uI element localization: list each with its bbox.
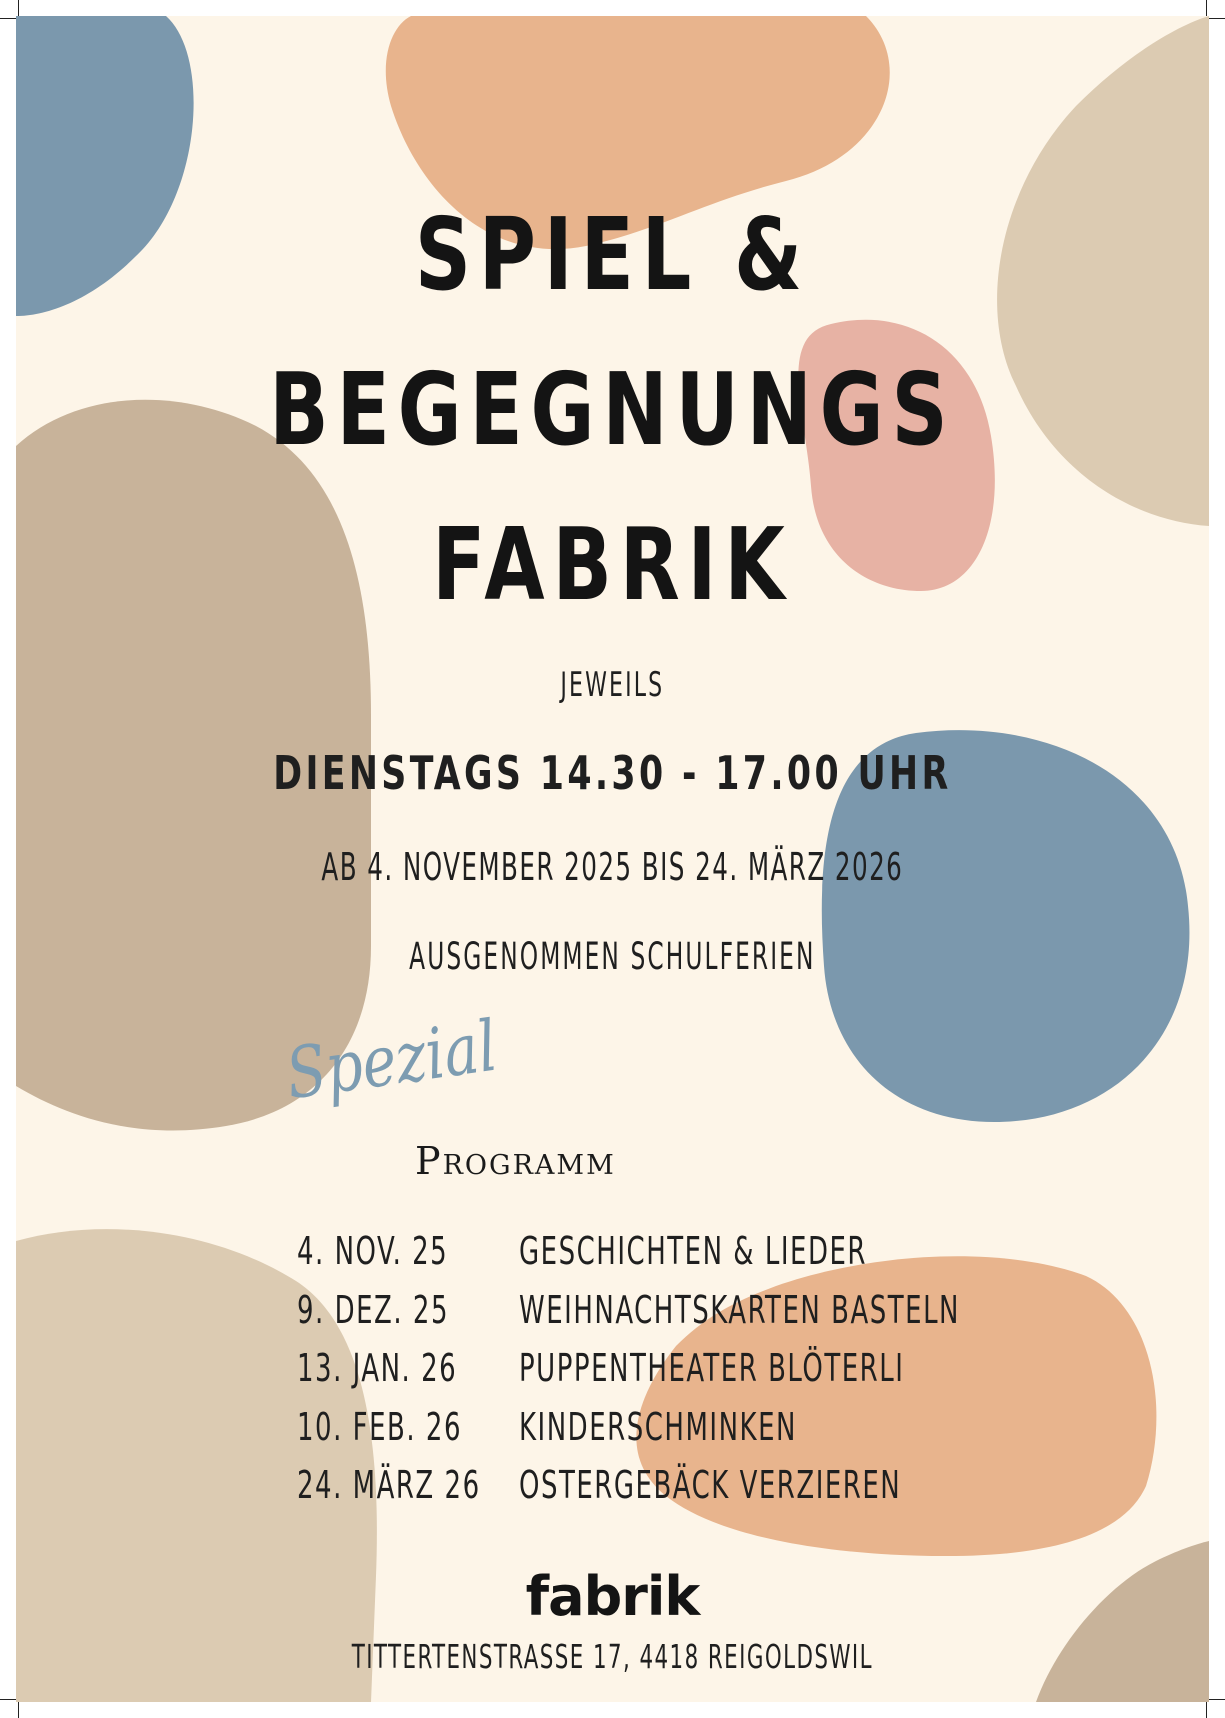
programm-heading: Programm	[415, 1139, 616, 1183]
exception-note: AUSGENOMMEN SCHULFERIEN	[409, 935, 816, 978]
title-line-2: BEGEGNUNGS	[269, 351, 956, 468]
program-date: 9. DEZ. 25	[297, 1287, 449, 1332]
program-date: 10. FEB. 26	[297, 1404, 463, 1449]
program-date: 24. MÄRZ 26	[297, 1463, 481, 1507]
program-event: OSTERGEBÄCK VERZIEREN	[519, 1463, 902, 1507]
program-event: KINDERSCHMINKEN	[519, 1404, 797, 1449]
title-line-3: FABRIK	[432, 506, 793, 623]
address: TITTERTENSTRASSE 17, 4418 REIGOLDSWIL	[351, 1637, 874, 1676]
program-event: PUPPENTHEATER BLÖTERLI	[519, 1346, 905, 1390]
fabrik-logo: fabrik	[525, 1565, 700, 1628]
jeweils-label: JEWEILS	[560, 665, 665, 705]
title-line-1: SPIEL &	[414, 196, 810, 313]
program-event: GESCHICHTEN & LIEDER	[519, 1229, 867, 1273]
spezial-script-heading: Spezial	[281, 1004, 502, 1116]
date-range: AB 4. NOVEMBER 2025 BIS 24. MÄRZ 2026	[321, 845, 904, 889]
program-date: 4. NOV. 25	[297, 1229, 449, 1273]
schedule-time: DIENSTAGS 14.30 - 17.00 UHR	[273, 746, 952, 800]
program-event: WEIHNACHTSKARTEN BASTELN	[519, 1287, 961, 1332]
program-date: 13. JAN. 26	[297, 1346, 458, 1390]
